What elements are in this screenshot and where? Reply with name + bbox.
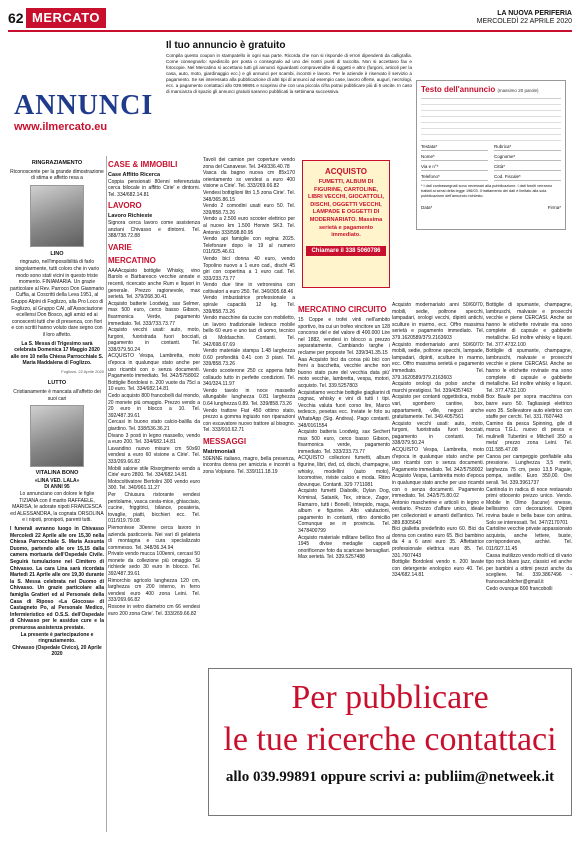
section-label: MERCATO (26, 8, 106, 28)
list-item: Bottiglie di spumante, champagne, lambruschi, malvasie e prosecchi vecchie e piene CERCASI. Anche se hanno le etichette rovinate ma sono complete di capsule e gabbiette metalliche. Ed inoltre whisky e liquori. Tel. 377.4732.100 (486, 348, 572, 394)
coupon-privacy-note: * I dati contrassegnati sono necessari alla pubblicazione. I dati forniti verranno trattati ai sensi della legge 196/03. Il trattamento dei dati è limitato alla sola pubblicazione dell'annuncio richiesto. (421, 184, 553, 198)
classifieds-column-2 (203, 157, 295, 475)
list-item: Rimorchio agricolo lunghezza 120 cm, larghezza cm 200 interno, in ferro vendesi euro 400 zona Leini. Tel. 333/269.66.82 (108, 577, 200, 604)
field-codfiscale[interactable]: Cod. Fiscale* (494, 174, 561, 181)
ad-box-title: ACQUISTO (324, 167, 368, 176)
list-item: Bici gialletta predefinito euro 60. Bici da donna con cestino euro 65. Bici bambino da 4 a 6 anni euro 35. Affettatrice professionale elettrica euro 85. Tel. 331.7607443 (392, 526, 484, 559)
banner-body: Compila questo coupon in stampatello in ogni sua parte. Ricorda che non si risponde di errori dipendenti da calligrafia. Come consegnarlo: spediscilo per posta o consegnalo ad uno dei nostri punti di raccolta. Non si accettano fax e fotocopie. Nel Mercatino si accettano tutti gli annunci riguardanti compravendite di oggetti e altro (furgoni, articoli per la casa, auto, moto, giardinaggio ecc.) e gli annunci per scambi, incontri e lavoro. Per le aziende è riservato il servizio a pagamento. Se sei interessato alla pubblicazione di altri tipi di annunci ad esempio case, lavoro offerte, auguri, necrologi, ecc. a pagamento contattaci allo 039.99891 e scoprirai che con una piccola cifra potrai pubblicare più di 5 uscite. In caso di mancanza di spazio gli annunci gratuiti saranno pubblicati la settimana successiva. (166, 53, 412, 94)
category-case: CASE & IMMOBILI (108, 160, 178, 169)
list-item: Acquisto orologi da polso anche di marchi prestigiosi. Tel. 339/4357463 (392, 381, 484, 394)
category-messaggi: MESSAGGI (203, 436, 247, 446)
thanks-title: RINGRAZIAMENTO (31, 160, 83, 166)
lutto-family: Lo annunciano con dolore le figlie TIZIANA con il marito RAFFAELE, MARISA, le adorate nipoti FRANCESCA ed ALESSANDRA, la cognata ORSOLINA e i nipoti, pronipoti, parenti tutti. (10, 491, 104, 524)
column-divider (106, 156, 107, 832)
page-header (8, 8, 572, 32)
ad-coupon-form (416, 80, 566, 230)
list-item: Vendo imbustatrice professionale a spirale capacità 12 kg. Tel. 339/858.73.26 (203, 295, 295, 315)
paper-date: MERCOLEDÌ 22 APRILE 2020 (476, 18, 572, 25)
list-item: Vendo a 2.500 euro scooter elettrico per al nuovo km 1.500 Horwin SK3. Tel. Antonio 333/598.80.95 (203, 216, 295, 236)
list-item: Vendo macchine da cucire con mobiletto, un lavoro tradizionale ledesco mobile bello 60 euro e uno taci di uomo, tecnico di Moldaschin. Contanti. Tel. 342/698.67.69 (203, 315, 295, 348)
list-item: Bottiglie Bordolesi n. 200 vuote da 75cl a 10 euro. Tel. 334/682.14.81 (108, 379, 200, 393)
list-item: Rosone in vetro diametro cm 66 vendesi euro 200 zona Cirie'. Tel. 333/269.66.82 (108, 604, 200, 617)
deceased-age: DI ANNI 95 (44, 484, 70, 491)
list-item: 15 Coppe e trofei vinti nell'ambito sportivo, tra cui un trofeo vincitore un 128 concorso del e del valore di 400.000 Lire nel 1882, vendesi in blocco a prezzo separatamente. Cambiando targhe i reclame per proposte Tel. 339/341.35.15 (298, 317, 390, 356)
free-ad-banner (166, 40, 412, 95)
list-item: Acquisto per contanti oggettistica, mobili vari, sgombero cantine, box, appartamenti, ville, negozi anche gratuitamente. Tel. 349.4057561 (392, 394, 484, 421)
list-item: Signora cerca lavoro come assistenza anziani Chivasso e dintorni. Tel. 388/738.72.88 (108, 219, 200, 240)
mass-notice: La S. Messa di Trigesimo sarà celebrata Domenica 17 Maggio 2020 alle ore 10 nella Chiesa Parrocchiale S. Maria Maddalena di Foglizzo. (10, 340, 104, 367)
page-number: 62 (8, 10, 24, 26)
list-item: 50ENNE italiano, magro, bella presenza, incontra donna per amicizia e incontri a zona Volpiano. Tel. 339/111.18.19 (203, 455, 295, 475)
list-item: Vendo due tine in vetroresina con coltivatori a euro 250. Tel. 349/305.68.46 (203, 282, 295, 295)
logo-url[interactable]: www.ilmercato.eu (14, 121, 108, 133)
big-ad-line-1: Per pubblicare (291, 679, 489, 716)
sign-label[interactable]: Firma* (547, 205, 561, 210)
subcategory-case: Case Affitto Ricerca (108, 172, 161, 178)
list-item: ACQUISTO Vespa, Lambretta, moto d'epoca in qualunque stato anche per uso ricambi con o senza documenti. Pagamento immediato. Tel. 342/5758002 (108, 353, 200, 380)
category-lavoro: LAVORO (108, 201, 142, 211)
list-item: Vasca da bagno nuova cm 85x170 orientamento sx vendesi a euro 400 visione a Cirie'. Tel. 333/269.66.82 (203, 170, 295, 190)
category-varie: VARIE (108, 242, 132, 252)
list-item: Mobili salone stile Risorgimento vendo a Cirie' euro 2800. Tel. 334/682.14.81 (108, 465, 200, 479)
list-item: Acquisto batterie Loodwig, sax Selmer, max 500 euro, cerco basso Gibson, fisarmonica Verde, pagamento immediato. Tel. 333/733.73.77 (108, 300, 200, 327)
banner-title: Il tuo annuncio è gratuito (166, 40, 286, 51)
list-item: Acquisto Vespa, Lambretta moto d'epoca in qualunque stato anche per uso ricambi con o senza documenti. Pagamento immediato. Tel. 342/575.80.02 (392, 473, 484, 500)
list-item: Antonio mascherine e articoli in legno e vestiario. Prezzo d'affare unico, ideale per collezionisti e amanti dell'antico. Tel. 389.8305643 (392, 499, 484, 526)
list-item: Bottiglie di spumante, champagne, lambruschi, malvasie e prosecchi vecchie e piene CERCASI. Anche se hanno le etichette rovinate ma sono complete di capsule e gabbiette metalliche. Ed inoltre whisky e liquori. Tel. 377.4732.100 (486, 302, 572, 348)
coupon-title: Testo dell'annuncio (massimo 20 parole) (421, 85, 539, 94)
list-item: Bottiglie Bordolesi vendo n. 200 lavate con detergente enologico euro 40. Tel. 334/682.14.81 (392, 559, 484, 579)
classifieds-column-4 (392, 302, 484, 579)
list-item: Vendo bici donna 40 euro, vendo Topolino nuovo a 1 euro cad., dischi 45 giri con copertina a 1 euro cad. Tel. 333/233.73.77 (203, 255, 295, 282)
list-item: Cedo ovunque 800 francobolli (486, 585, 553, 592)
list-item: Acquisto batteria Loodwig, sax Sechert max 500 euro, cerco basso Gibson, fisarmonica verde, pagamento immediato. Tel. 333/233.73.77 (298, 429, 390, 455)
list-item: Acquisto modernariato anni 50/60/70, mobili, sedie, poltrone specchi, lampadari, orologi vecchi, dipinti antichi, sculture in marmo, ecc. Offro massima serietà e pagamento immediato. Tel. 379.1620589/379.2163603 (392, 302, 484, 341)
field-nome[interactable]: Nome* (421, 154, 488, 161)
list-item: Acquisto vecchi usati: auto, moto, furgoni, fuoristrada fuori bocciati, pagamento in contanti. Tel. 338/379.50.24 (108, 327, 200, 353)
big-ad-line-2: le tue ricerche contattaci (223, 721, 557, 758)
publish-ad-banner (208, 668, 572, 816)
list-item: Acquisto fumetti Diabolik, Dylan Dog, Kriminal, Satanik, Tex, strisce, Zagor, Ramarro, tutti i Bonelli, Intrepido, maga, album e figurine. Alto valutazioni, pagamento in contanti, ritiro domicilio Comunque se in provincia. Tel. 3478400799 (298, 488, 390, 534)
category-mercatino-circuito: MERCATINO CIRCUITO (298, 305, 387, 314)
classifieds-column-5 (486, 302, 572, 592)
list-item: Cartoline vecchie private appassionato acquista, anche lettere, buste, corrispondenze, archivi. Tel. 011/927.11.45 (486, 526, 572, 552)
list-item: Privato vendo mucca 100enni, cercasi 50 monete da collezione più omaggio. Si richiede sedo 30 euro in blocco. Tel. 392/487.39.61 (108, 551, 200, 578)
list-item: Aaa Acquisto bici da corsa più bici con freni a bacchetta, vecchie anche non buono stato pure del vecchia data più' moto vecchie, lambretta, vespa, motori, acquisto. Tel. 339.5257803 (298, 356, 390, 389)
list-item: Camino da pesca Spinning, gile di marca T.G.L. nuovo di pesca e mulinelli Tubertini e Mitchell 350 a meta' prezzo zona Leini. Tel. 011.585.47.08 (486, 420, 572, 454)
list-item: Box Baule per sopra macchina con barre euro 50. Tagliasiepi elettrico euro 35. Sollevatore auto elettrico con staffe per cerchi. Tel. 331.7607443 (486, 394, 572, 421)
lutto-title: LUTTO (47, 380, 67, 387)
funeral-notice: I funerali avranno luogo in Chivasso Mercoledì 22 Aprile alle ore 15,30 nella Chiesa Parrocchiale S. Maria Assunta Duomo, partendo alle ore 15,15 dalla camera mortuaria dell'Ospedale Civile. Seguirà tumulazione nel Cimitero di Chivasso. La cara Lina sarà ricordata Martedì 21 Aprile alle ore 19,30 durante la S. Messa celebrata nel Duomo di Chivasso. Un grazie particolare alla famiglia Gratteri ed al Personale della Casa di Riposo «La Giocosa» di Castagneto Po, al Personale Medico, Infermieristico ed O.S.S. dell'Ospedale di Chivasso per le assidue cure e la premurosa assistenza prestate. (10, 526, 104, 631)
logo-title: ANNUNCI (14, 90, 154, 121)
list-item: Divano 3 posti in legno massello, vendo a euro 200. Tel. 334/682.14.81 (108, 432, 200, 446)
annunci-logo (14, 92, 156, 136)
field-telefono[interactable]: Telefono* (421, 174, 488, 181)
list-item: Acquisto materiale militare bellico fino al 1945 divise medaglie cappelli onorificenze foto da scaricare bersagliari. Max serietà. Tel. 339.5257488 (298, 534, 390, 561)
list-item: Vendo materiale stampa 1.48 larghezza 0.60 profondità 0.41 con 3 piani. Tel. 339/858.73.26 (203, 348, 295, 368)
list-item: Vendesi bottiglioni litri 1,5 zona Cirie'. Tel. 348/365.86.15 (203, 189, 295, 203)
big-ad-contact[interactable]: allo 039.99891 oppure scrivi a: publiim@netweek.it (225, 769, 555, 785)
field-rubrica[interactable]: Rubrica* (494, 144, 561, 151)
lutto-intro: Cristianamente è mancata all'affetto dei suoi cari (13, 389, 101, 402)
lutto-thanks: La presente è partecipazione e ringraziamento. (20, 631, 94, 645)
list-item: ACQUISTO collezioni fumetti, album figurine, libri, dvd, cd, dischi, champagne, whisky, modellini (auto moto), locomotive, riviste calcio e moda. Ritiro dovunque. Contanti. 329 7711081 (298, 455, 390, 488)
subcategory-lavoro: Lavoro Richieste (108, 213, 153, 220)
coupon-fields (421, 144, 561, 181)
thanks-intro: Riconoscente per la grande dimostrazione di stima e affetto resa a (10, 168, 104, 182)
deceased-name-lino: LINO (50, 250, 64, 257)
field-via[interactable]: Via e n°* (421, 164, 488, 171)
list-item: Cantinola in radica di noce restaurato primi ottocento prezzo unico. Vendo. Mobile in Olmo (lacune) onesse, bellissimo con decorazioni. Dipinti rovina baule e bella base con antina. Solo se interessati. Tel. 347/2170701 (486, 486, 572, 526)
coupon-signature-row (421, 205, 561, 210)
field-cognome[interactable]: Cognome* (494, 154, 561, 161)
ad-box-phone[interactable]: Chiamare il 338 5060786 (306, 246, 386, 256)
ad-box-body: FUMETTI, ALBUM DI FIGURINE, CARTOLINE, LIBRI VECCHI, GIOCATTOLI, DISCHI, OGGETTI VECCHI, LAMPADE E OGGETTI DI MODERNARIATO. Massima serietà e pagamento immediato. (308, 179, 384, 239)
dedications-column (10, 156, 104, 658)
list-item: Vendo tavolo in noce massello allungabile lunghezza 0.81 larghezza 0.64 lunghezza 0.89. Tel. 339/858.73.26 (203, 387, 295, 407)
list-item: ACQUISTO Vespa, Lambretta, moto d'epoca in qualunque stato anche per uso ricambi con o senza documenti. Pagamento immediato. Tel. 342/5758002 (392, 447, 484, 473)
field-citta[interactable]: Città* (494, 164, 561, 171)
list-item: Acquisto vecchi usati: auto, moto, furgoni, fuoristrada fuori bocciati, pagamento in contanti. Tel. 338/379.50.24 (392, 420, 484, 447)
date-label[interactable]: Data* (421, 205, 433, 210)
deceased-name-vitalina: VITALINA BONO (35, 470, 79, 477)
list-item: AAAAcquisto bottiglie Whisky, vino Barolo e Barbaresco vecchie annate e recenti, ricercato anche Rum e liquori in generale. Prezzo ragionevole, max serietà. Tel. 379/268.30.41 (108, 267, 200, 301)
list-item: Acquistiamo vecchie bottiglie giagliarini di cognac, whisky e vini di tutti i tipi. Vecchia valuta fuori corso lire, Marco tedesco, pesetas ecc. Inviate le foto su WhatsApp (Sig. Andrea). Pago contanti. 348/0161554 (298, 389, 390, 429)
list-item: Per Chiusura ristorante vendesi pentolame, vasca cesta-mice, ghiacciaio, cucine, friggitrici, bilance, posateria, tovaglie, piatti, bicchieri ecc. Tel. 011/919.79.08 (108, 491, 200, 525)
lutto-place: Chivasso (Ospedale Civico), 20 Aprile 2020 (12, 644, 102, 658)
list-item: Acquisto modernariato anni 50/60/70: mobili, sedie, poltrone specchi, lampade, lampadari, dipinti, sculture in marmo, ecc. Offro massima serietà e pagamento immediato. Tel. 379.1620589/379.2163603 (392, 341, 484, 381)
classifieds-column-3 (298, 302, 390, 561)
paper-name: LA NUOVA PERIFERIA (497, 10, 572, 17)
list-item: Cassa inutilizzo vendo molti cd di vario tipo rock blues jazz, classici ed anche per bambini a ottimi prezzi anche da scegliere. Tel. 339.3867496 - francescafolcher@gmail.it (486, 552, 572, 585)
portrait-photo-vitalina (30, 405, 84, 467)
deceased-nickname: «LINA VED. LALA» (34, 477, 80, 484)
list-item: Lavandino nuovo misure cm 50x60 vendesi a euro 60 visione a Cirie'. Tel. 333/269.66.82 (108, 445, 200, 465)
thanks-date: Foglizzo, 22 Aprile 2020 (61, 368, 104, 374)
portrait-photo-lino (30, 185, 84, 247)
list-item: Cercasi in buono stato calcio-balilla da giardino. Tel. 338/536.36.21 (108, 419, 200, 432)
classifieds-column-1 (108, 157, 200, 617)
coupon-text-lines[interactable] (421, 98, 561, 141)
list-item: Vendo scooterone 250 cc appena fatto collaudo tutto in perfette condizioni. Tel. 340/324.11.97 (203, 368, 295, 388)
acquisto-ad-box (302, 160, 390, 288)
list-item: Vendo trattore Fiat 450 ottimo stato, prezzo a gomma ingiusto non riparazioni con escavatore nuovo trattore al bisogno. Tel. 333/910.62.71 (203, 407, 295, 434)
paper-masthead (477, 10, 572, 26)
list-item: Tavoli dei camion per coperture vendo zona del Canavese. Tel. 349/336.40.78 (203, 157, 295, 170)
list-item: Canoa per campeggio gonfiabile alta pressione. Lunghezza 3,5 metri, larghezza 75 cm, peso 13,5 Pagaie, pompa, sedile. Euro 350,00. Ore serali. Tel. 339.3961737 (486, 453, 572, 487)
thanks-body: ringrazio, nell'impossibilità di farlo singolarmente, tutti coloro che in vario modo sono stati vicini in questo triste momento. FINIAMARIA. Un grazie particolare al Rev. Parroco Don Gianmario Cuffia, ai Coscritti della Leva 1951, al Gruppo Alpini di Foglizzo, alla Pro Loco di Foglizzo, al Gruppo CAI, all'Associazione ecellensi Don Bosco, agli amici ed ai conoscenti tutti che di presenza, con fiori e con scritti hanno voluto dare segno con il loro affetto. (10, 259, 104, 338)
category-mercatino: MERCATINO (108, 255, 156, 265)
list-item: Coppia pensionati 80enni referenziata cerca bilocale in affitto Cirie' e dintorni. Tel. 334/682.14.81 (108, 178, 200, 198)
list-item: Motocoltivatore Bertolini 300 vendo euro 300. Tel. 340/961.11.27 (108, 478, 200, 492)
list-item: Vendo 2 comodini usati euro 50. Tel. 339/858.73.26 (203, 203, 295, 216)
field-testata[interactable]: Testata* (421, 144, 488, 151)
subcategory-matrimoniali: Matrimoniali (203, 448, 236, 455)
list-item: Cedo acquisto 800 francobolli dal mondo, 20 monete più omaggio. Prezzo vendo a 20 euro in blocco a 10. Tel. 392/487.39.61 (108, 393, 201, 419)
list-item: Piemontese 30enne cerca lavoro in azienda pasticceria. Nei vari di gelateria di montagna e cura specializzato commesso. Tel. 348/36.34.94 (108, 524, 200, 551)
list-item: Vendo api famiglie con regina 2025. Telefonare dopo le 19 al numero 011/925.46.61 (203, 236, 295, 256)
